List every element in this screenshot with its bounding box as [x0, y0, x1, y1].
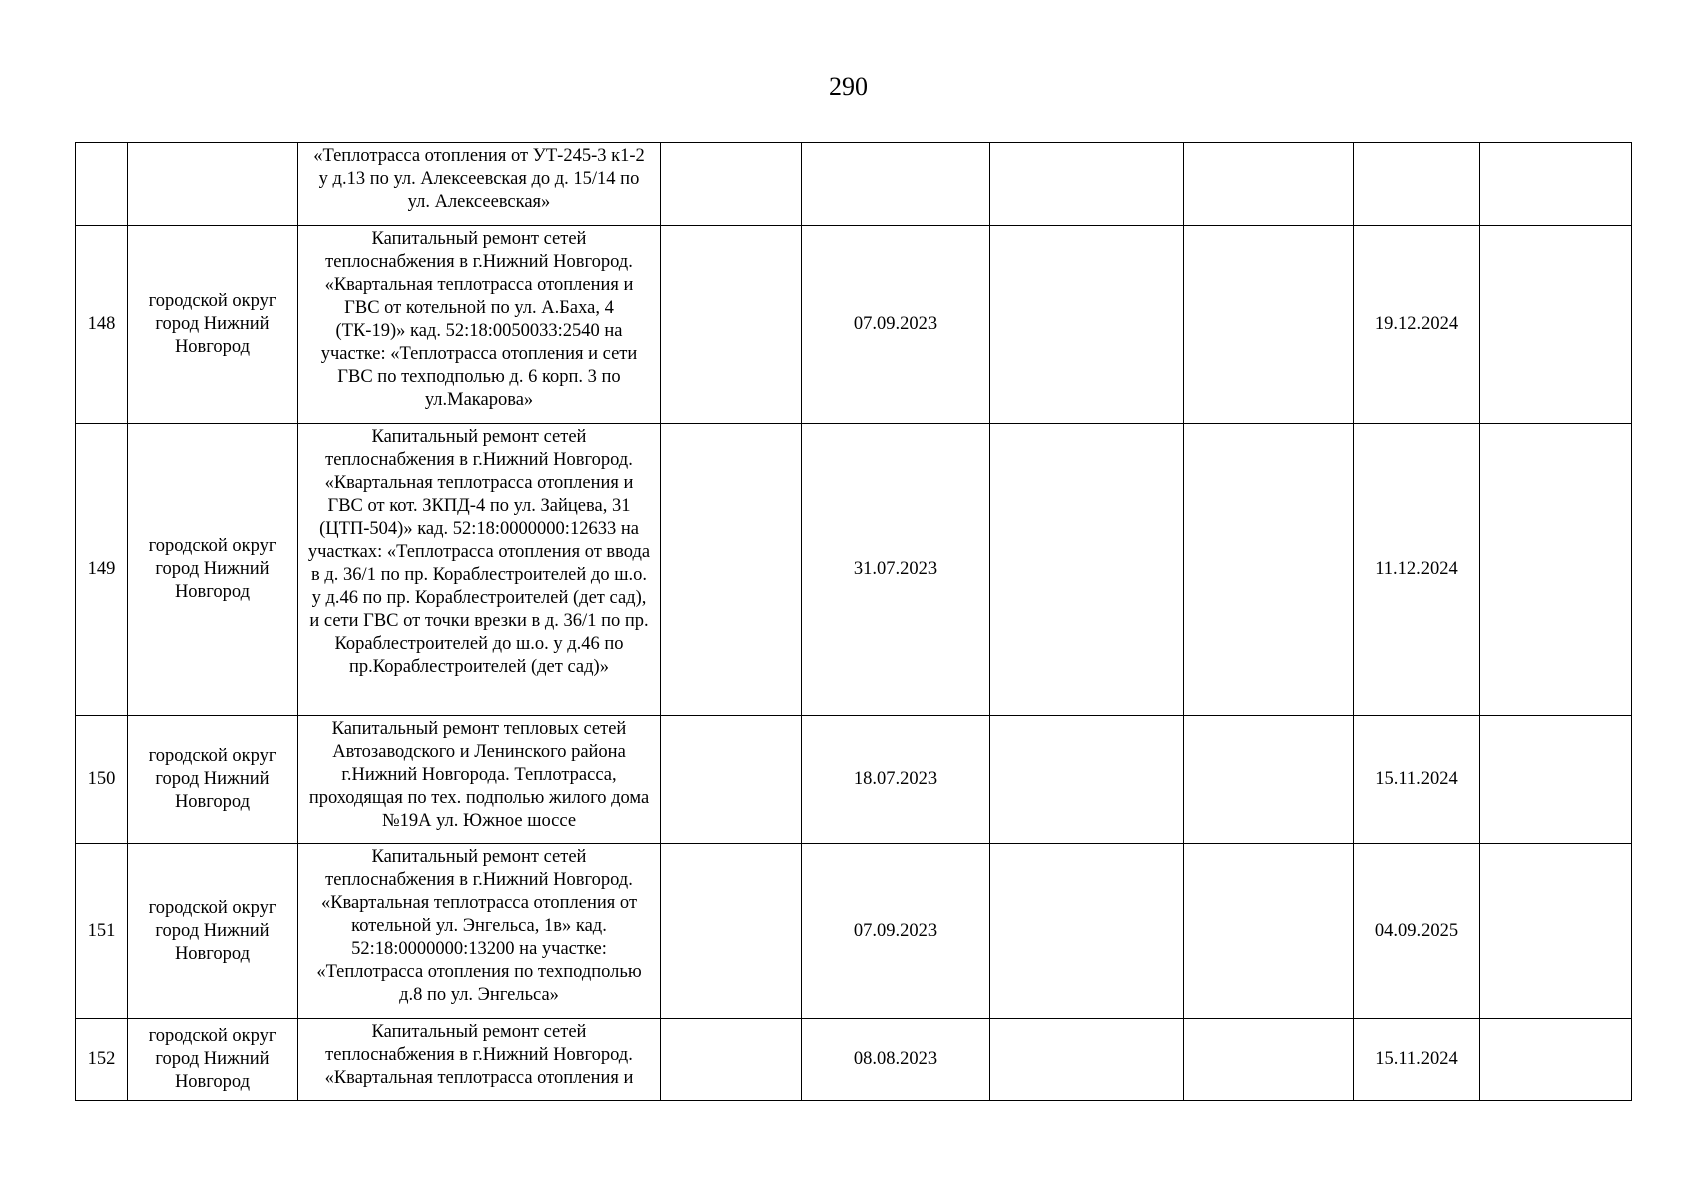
- cell-description: Капитальный ремонт сетей теплоснабжения в г.Нижний Новгород. «Квартальная теплотрасса отопления и: [298, 1019, 661, 1101]
- cell-start-date: 07.09.2023: [802, 844, 990, 1019]
- cell-empty: [990, 143, 1184, 226]
- cell-start-date: 08.08.2023: [802, 1019, 990, 1101]
- cell-empty: [1480, 226, 1632, 424]
- cell-end-date: [1354, 143, 1480, 226]
- cell-empty: [1184, 716, 1354, 844]
- table-row: [76, 226, 1632, 424]
- cell-end-date: 11.12.2024: [1354, 424, 1480, 716]
- cell-description: «Теплотрасса отопления от УТ-245-3 к1-2 у д.13 по ул. Алексеевская до д. 15/14 по ул. Алексеевская»: [298, 143, 661, 226]
- page-number: 290: [829, 72, 868, 101]
- cell-description: Капитальный ремонт сетей теплоснабжения в г.Нижний Новгород. «Квартальная теплотрасса отопления и ГВС от котельной по ул. А.Баха, 4 (ТК-19)» кад. 52:18:0050033:2540 на участке: «Теплотрасса отопления и сети ГВС по техподполью д. 6 корп. 3 по ул.Макарова»: [298, 226, 661, 424]
- cell-empty: [661, 844, 802, 1019]
- cell-number: [76, 143, 128, 226]
- cell-district: городской округ город Нижний Новгород: [128, 716, 298, 844]
- table-row: [76, 143, 1632, 226]
- cell-empty: [1184, 143, 1354, 226]
- cell-start-date: 18.07.2023: [802, 716, 990, 844]
- cell-number: 149: [76, 424, 128, 716]
- cell-empty: [661, 143, 802, 226]
- cell-end-date: 15.11.2024: [1354, 1019, 1480, 1101]
- cell-empty: [661, 226, 802, 424]
- cell-district: городской округ город Нижний Новгород: [128, 226, 298, 424]
- cell-description: Капитальный ремонт тепловых сетей Автозаводского и Ленинского района г.Нижний Новгорода. Теплотрасса, проходящая по тех. подполью жилого дома №19А ул. Южное шоссе: [298, 716, 661, 844]
- cell-empty: [990, 1019, 1184, 1101]
- table-row: [76, 424, 1632, 716]
- cell-end-date: 04.09.2025: [1354, 844, 1480, 1019]
- cell-empty: [661, 424, 802, 716]
- cell-district: городской округ город Нижний Новгород: [128, 844, 298, 1019]
- cell-empty: [990, 226, 1184, 424]
- cell-end-date: 19.12.2024: [1354, 226, 1480, 424]
- table-body: [76, 143, 1632, 1101]
- cell-empty: [1184, 1019, 1354, 1101]
- cell-number: 152: [76, 1019, 128, 1101]
- works-table: [75, 142, 1632, 1101]
- cell-start-date: 07.09.2023: [802, 226, 990, 424]
- cell-district: [128, 143, 298, 226]
- cell-description: Капитальный ремонт сетей теплоснабжения в г.Нижний Новгород. «Квартальная теплотрасса отопления от котельной ул. Энгельса, 1в» кад. 52:18:0000000:13200 на участке: «Теплотрасса отопления по техподполью д.8 по ул. Энгельса»: [298, 844, 661, 1019]
- cell-empty: [990, 424, 1184, 716]
- table-row: [76, 844, 1632, 1019]
- cell-end-date: 15.11.2024: [1354, 716, 1480, 844]
- cell-number: 150: [76, 716, 128, 844]
- cell-start-date: [802, 143, 990, 226]
- cell-empty: [1480, 1019, 1632, 1101]
- cell-empty: [1184, 424, 1354, 716]
- cell-empty: [990, 844, 1184, 1019]
- cell-empty: [1480, 143, 1632, 226]
- cell-empty: [1480, 424, 1632, 716]
- table-row: [76, 716, 1632, 844]
- cell-description: Капитальный ремонт сетей теплоснабжения в г.Нижний Новгород. «Квартальная теплотрасса отопления и ГВС от кот. ЗКПД-4 по ул. Зайцева, 31 (ЦТП-504)» кад. 52:18:0000000:12633 на участках: «Теплотрасса отопления от ввода в д. 36/1 по пр. Кораблестроителей до ш.о. у д.46 по пр. Кораблестроителей (дет сад), и сети ГВС от точки врезки в д. 36/1 по пр. Кораблестроителей до ш.о. у д.46 по пр.Кораблестроителей (дет сад)»: [298, 424, 661, 716]
- cell-empty: [1184, 844, 1354, 1019]
- cell-district: городской округ город Нижний Новгород: [128, 424, 298, 716]
- cell-empty: [990, 716, 1184, 844]
- cell-empty: [661, 716, 802, 844]
- cell-start-date: 31.07.2023: [802, 424, 990, 716]
- cell-number: 151: [76, 844, 128, 1019]
- cell-empty: [661, 1019, 802, 1101]
- cell-empty: [1480, 716, 1632, 844]
- cell-district: городской округ город Нижний Новгород: [128, 1019, 298, 1101]
- table-row: [76, 1019, 1632, 1101]
- cell-number: 148: [76, 226, 128, 424]
- cell-empty: [1184, 226, 1354, 424]
- cell-empty: [1480, 844, 1632, 1019]
